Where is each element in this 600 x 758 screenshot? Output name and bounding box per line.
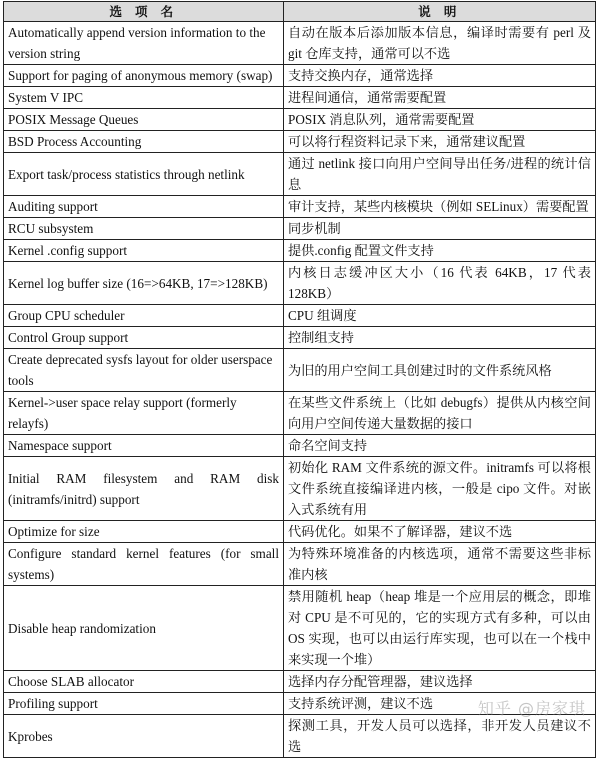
table-row bbox=[4, 153, 596, 196]
option-name: Kernel->user space relay support (formerly relayfs) bbox=[4, 392, 284, 435]
header-description: 说 明 bbox=[284, 2, 596, 22]
table-row bbox=[4, 65, 596, 87]
watermark-text: 知乎 @房家琪 bbox=[477, 699, 586, 718]
table-row bbox=[4, 327, 596, 349]
option-name: POSIX Message Queues bbox=[4, 109, 284, 131]
option-description: 控制组支持 bbox=[284, 327, 596, 349]
option-name: Create deprecated sysfs layout for older userspace tools bbox=[4, 349, 284, 392]
option-name: Initial RAM filesystem and RAM disk (initramfs/initrd) support bbox=[4, 457, 284, 521]
option-description: 提供.config 配置文件支持 bbox=[284, 240, 596, 262]
table-row bbox=[4, 131, 596, 153]
option-name: Kprobes bbox=[4, 715, 284, 758]
table-row bbox=[4, 435, 596, 457]
option-description: 支持系统评测，建议不选 bbox=[284, 693, 596, 715]
option-description: 为特殊环境准备的内核选项，通常不需要这些非标准内核 bbox=[284, 543, 596, 586]
option-description: 探测工具，开发人员可以选择，非开发人员建议不选 bbox=[284, 715, 596, 758]
table-header-row bbox=[4, 2, 596, 22]
option-description: 在某些文件系统上（比如 debugfs）提供从内核空间向用户空间传递大量数据的接口 bbox=[284, 392, 596, 435]
table-row bbox=[4, 392, 596, 435]
option-description: 通过 netlink 接口向用户空间导出任务/进程的统计信息 bbox=[284, 153, 596, 196]
option-name: Kernel .config support bbox=[4, 240, 284, 262]
option-name: Namespace support bbox=[4, 435, 284, 457]
option-name: Group CPU scheduler bbox=[4, 305, 284, 327]
option-description: 进程间通信，通常需要配置 bbox=[284, 87, 596, 109]
table-row bbox=[4, 196, 596, 218]
option-description: 自动在版本后添加版本信息，编译时需要有 perl 及 git 仓库支持，通常可以不选 bbox=[284, 22, 596, 65]
option-description: 可以将行程资料记录下来，通常建议配置 bbox=[284, 131, 596, 153]
option-description: 为旧的用户空间工具创建过时的文件系统风格 bbox=[284, 349, 596, 392]
option-description: 同步机制 bbox=[284, 218, 596, 240]
table-row bbox=[4, 109, 596, 131]
table-row bbox=[4, 521, 596, 543]
table-row bbox=[4, 671, 596, 693]
option-description: 禁用随机 heap（heap 堆是一个应用层的概念，即堆对 CPU 是不可见的，它的实现方式有多种，可以由 OS 实现，也可以由运行库实现，也可以在一个栈中来实现一个堆） bbox=[284, 586, 596, 671]
header-option-name: 选 项 名 bbox=[4, 2, 284, 22]
option-name: System V IPC bbox=[4, 87, 284, 109]
option-description: CPU 组调度 bbox=[284, 305, 596, 327]
table-row bbox=[4, 715, 596, 758]
option-name: Auditing support bbox=[4, 196, 284, 218]
table-row bbox=[4, 262, 596, 305]
option-description: 代码优化。如果不了解译器，建议不选 bbox=[284, 521, 596, 543]
option-description: 支持交换内存，通常选择 bbox=[284, 65, 596, 87]
table-row bbox=[4, 87, 596, 109]
kernel-options-table bbox=[3, 1, 596, 758]
options-table-container bbox=[3, 1, 595, 758]
option-name: Export task/process statistics through netlink bbox=[4, 153, 284, 196]
option-description: 选择内存分配管理器，建议选择 bbox=[284, 671, 596, 693]
table-row bbox=[4, 543, 596, 586]
option-description: 内核日志缓冲区大小（16 代表 64KB，17 代表 128KB） bbox=[284, 262, 596, 305]
option-name: Profiling support bbox=[4, 693, 284, 715]
option-name: Automatically append version information to the version string bbox=[4, 22, 284, 65]
table-row bbox=[4, 349, 596, 392]
option-name: RCU subsystem bbox=[4, 218, 284, 240]
table-row bbox=[4, 240, 596, 262]
option-name: Configure standard kernel features (for small systems) bbox=[4, 543, 284, 586]
table-body bbox=[4, 22, 596, 758]
option-description: POSIX 消息队列，通常需要配置 bbox=[284, 109, 596, 131]
option-name: Control Group support bbox=[4, 327, 284, 349]
table-row bbox=[4, 305, 596, 327]
table-row bbox=[4, 457, 596, 521]
table-row bbox=[4, 22, 596, 65]
table-row bbox=[4, 218, 596, 240]
table-row bbox=[4, 586, 596, 671]
option-name: Disable heap randomization bbox=[4, 586, 284, 671]
option-description: 审计支持，某些内核模块（例如 SELinux）需要配置 bbox=[284, 196, 596, 218]
option-name: Kernel log buffer size (16=>64KB, 17=>128KB) bbox=[4, 262, 284, 305]
option-name: Optimize for size bbox=[4, 521, 284, 543]
option-name: Choose SLAB allocator bbox=[4, 671, 284, 693]
option-description: 命名空间支持 bbox=[284, 435, 596, 457]
option-name: BSD Process Accounting bbox=[4, 131, 284, 153]
option-description: 初始化 RAM 文件系统的源文件。initramfs 可以将根文件系统直接编译进内核，一般是 cipo 文件。对嵌入式系统有用 bbox=[284, 457, 596, 521]
option-name: Support for paging of anonymous memory (swap) bbox=[4, 65, 284, 87]
